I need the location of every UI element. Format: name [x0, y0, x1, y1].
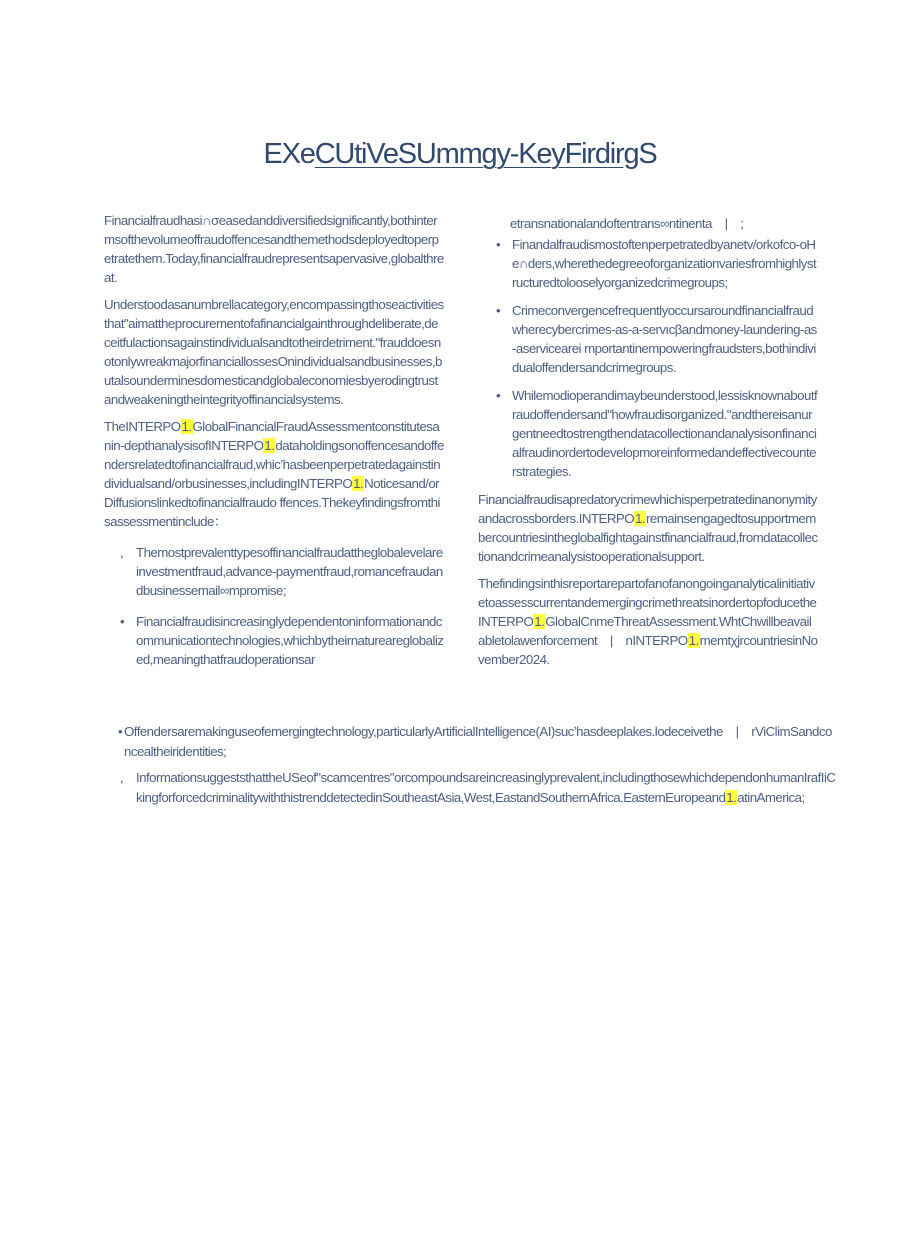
- highlight: 1.: [726, 789, 737, 805]
- list-item: [118, 612, 444, 669]
- list-item: [494, 386, 818, 481]
- text-segment: GlobalCnmeThreatAssessment.WhtChwillbeavailabletolawenforcement | nINTERPO: [478, 614, 812, 648]
- list-item: [118, 543, 444, 600]
- list-item: [494, 235, 818, 292]
- highlight: 1.: [688, 633, 699, 648]
- bullet-marker: •: [496, 388, 501, 403]
- text-segment: Thefindingsinthisreportarepartofanofanongoinganalyticalinitiativetoassesscurrentandemergingcrimethreatsinordertopfoducethe INTERPO: [478, 576, 817, 629]
- highlight: 1.: [181, 419, 192, 434]
- text-segment: remainsengagedtosupportmembercountriesintheglobalfightagainstfinancialfraud,fromdatacollectionandcrimeanalysistooperationalsupport.: [478, 511, 818, 564]
- text-segment: dataholdingsonoffencesandoffendersrelatedtofinancialfraud,whicʼhasbeenperpetratedagainstindividualsand/orbusinesses,includingINTERPO: [104, 438, 444, 491]
- text-segment: InformationsuggeststhattheUSeof"scamcentres"orcompoundsareincreasinglyprevalent,includingthosewhichdependonhumanIrafIiCkingforforcedcriminalitywiththistrenddetectedinSoutheastAsia,West,EastandSouthernAfrica.EasternEuropeand: [136, 770, 836, 805]
- right-column: [478, 214, 818, 677]
- bullet-marker: ,: [120, 545, 124, 560]
- assessment-paragraph: [104, 417, 444, 531]
- continued-text: etransnationalandoftentrans∞ntinenta | ;: [510, 216, 744, 231]
- list-item: [494, 301, 818, 377]
- full-width-list: [118, 768, 838, 807]
- text-segment: TheINTERPO: [104, 419, 181, 434]
- bullet-marker: ,: [120, 770, 124, 785]
- text-segment: Noticesand/orDiffusionslinkedtofinancialfraudo ffences.Thekeyfindingsfromthisassessmentinclude：: [104, 476, 440, 529]
- full-width-bullet-2: [118, 768, 838, 816]
- bullet-marker: •: [120, 614, 125, 629]
- highlight: 1.: [353, 476, 364, 491]
- title-suffix: gS: [623, 138, 657, 170]
- findings-list-continued: [478, 235, 818, 481]
- list-item-text: Offendersaremakinguseofemergingtechnology,particularlyArtificialIntelligence(AI)sucʼhasdeeplakes.lodeceivethe | rViClimSandconcealtheiridentities;: [124, 724, 832, 759]
- text-segment: memtχjrcountriesinNovember2024.: [478, 633, 818, 667]
- key-findings-list: [118, 543, 444, 669]
- highlight: 1.: [264, 438, 275, 453]
- list-item-text: Themostprevalenttypesoffinancialfraudattheglobalevelareinvestmentfraud,advance-paymentfraud,romancefraudandbusinessemail∞mpromise;: [136, 545, 443, 598]
- predatory-crime-paragraph: [478, 490, 818, 566]
- list-item-text: Whilemodioperandimaybeunderstood,lessisknownaboutfraudoffendersand"howfraudisorganized."andthereisanurgentneedtostrengthendatacollectionandanalysisonfinancialfraudinordertodevelopmoreinformedandeffectivecounterstrategies.: [512, 388, 818, 479]
- bullet-marker: •: [496, 237, 501, 252]
- text-segment: Financialfraudisapredatorycrimewhichisperpetratedinanonymityandacrossborders.INTERPO: [478, 492, 817, 526]
- definition-paragraph: Understoodasanumbrellacategory,encompassingthoseactivitiesthat"aimattheprocurementofafinancialgainthroughdeliberate,deceitfulactionsagainstindividualsandtotheirdetriment."frauddoesnotonlywreakmajorfinanciallossesOnindividualsandbusinesses,butalsounderminesdomesticandglobaleconomiesbyerodingtrustandweakeningtheintegrityoffinancialsystems.: [104, 297, 444, 407]
- bullet-marker: •: [118, 724, 123, 739]
- highlight: 1.: [635, 511, 646, 526]
- title-prefix: EXe: [263, 138, 315, 170]
- left-column: [104, 211, 444, 678]
- text-segment: atinAmerica;: [737, 789, 805, 805]
- list-item: [118, 768, 838, 807]
- list-item-text: Financialfraudisincreasinglydependentoninformationandcommunicationtechnologies,whichbytheirnatureareglobalized,meaningthatfraudoperationsar: [136, 614, 444, 667]
- bullet-marker: •: [496, 303, 501, 318]
- intro-paragraph: Financialfraudhasi∩σeasedanddiversifiedsignificantly,bothintermsofthevolumeoffraudoffencesandthemethodsdeployedtoperpetratethem.Today,financialfraudrepresentsapervasive,globalthreat.: [104, 213, 444, 285]
- text-segment: GlobalFinancialFraudAssessmentconstitutesanin-depthanalysisofINTERPO: [104, 419, 440, 453]
- list-item-text: [136, 770, 835, 805]
- list-item-text: Crimeconvergencefrequentlyoccursaroundfinancialfraudwherecybercrimes-as-a-servıcβandmoney-laundering-as-aservicearei mportantinempoweringfraudsters,bothindividualoffendersandcrimegroups.: [512, 303, 817, 375]
- list-item: [118, 722, 838, 761]
- highlight: 1.: [534, 614, 545, 629]
- report-findings-paragraph: [478, 574, 818, 669]
- full-width-bullet-1: [118, 722, 838, 770]
- title-underlined: CUtiVeSUmmgy-KeyFirdir: [314, 138, 624, 170]
- page-title: [0, 138, 920, 171]
- list-item-text: Finandalfraudismostoftenperpetratedbyanetv/orkofco-oHe∩ders,wherethedegreeoforganizationvariesfromhighlystructuredtolooselyorganizedcrimegroups;: [512, 237, 817, 290]
- full-width-list: [118, 722, 838, 761]
